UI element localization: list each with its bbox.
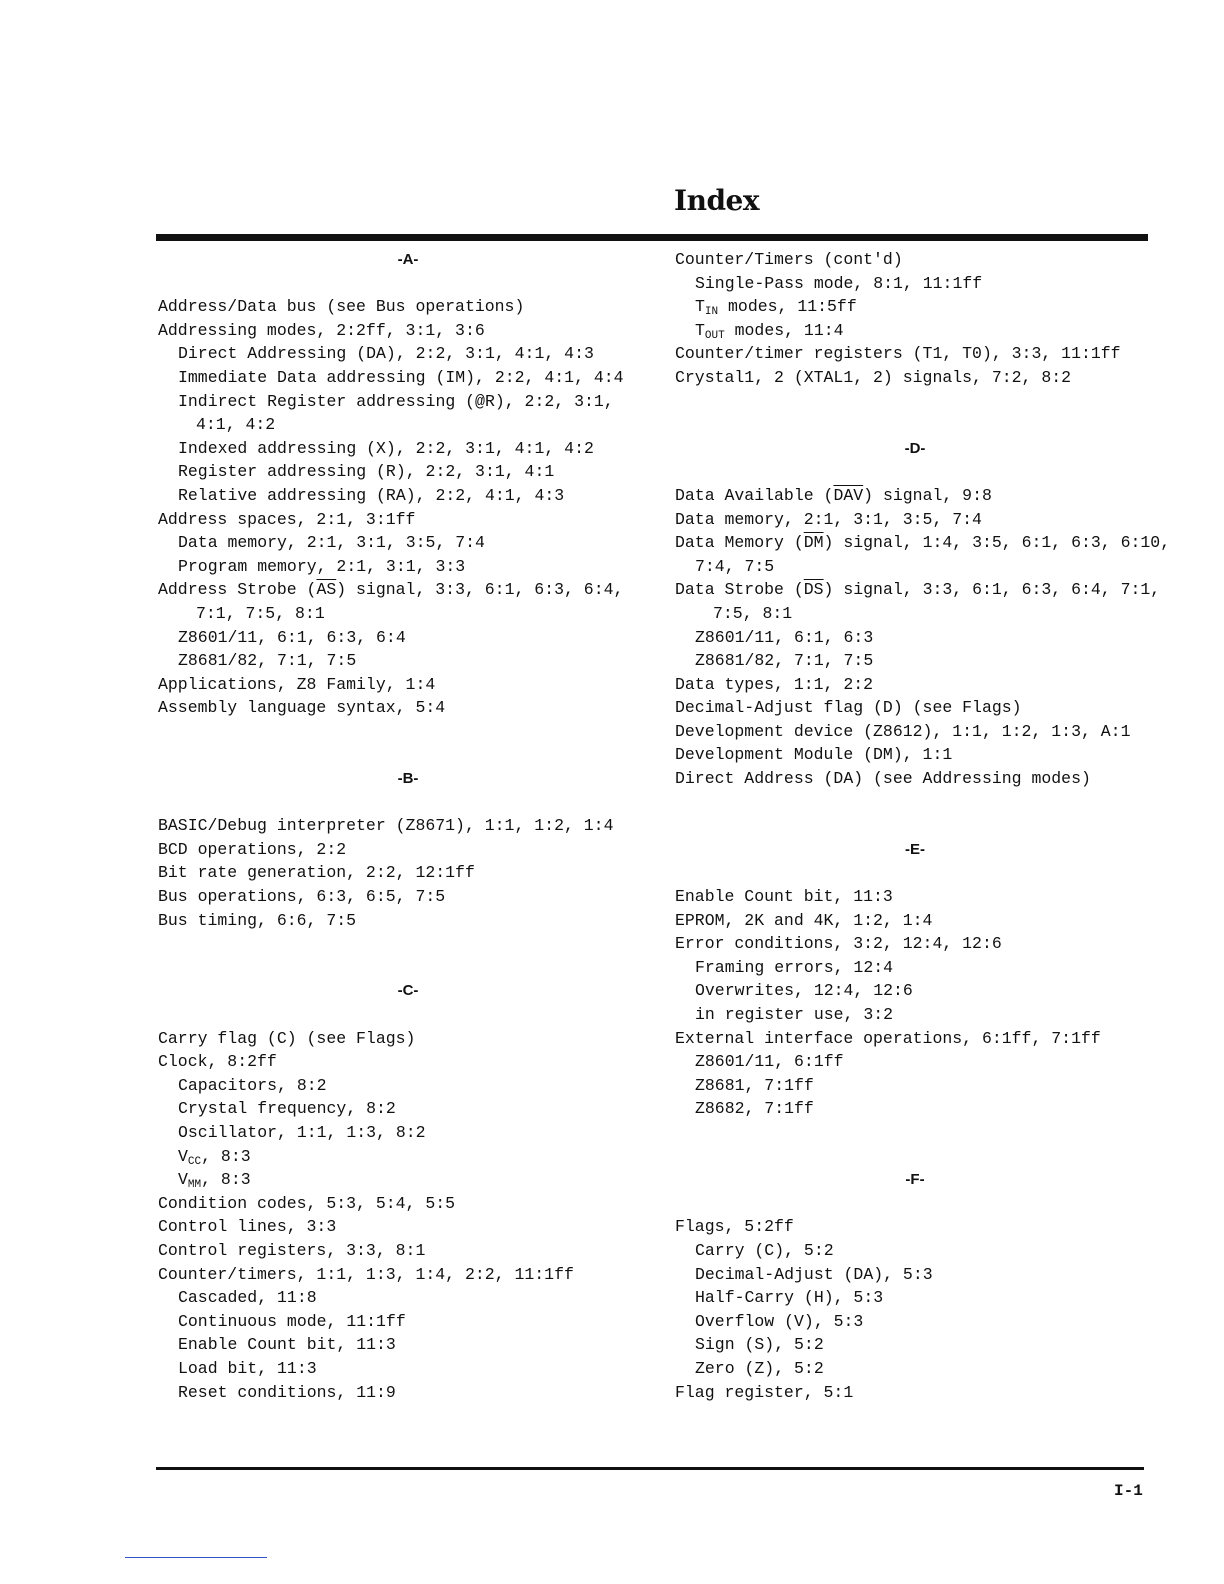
scan-artifact-line bbox=[125, 1557, 267, 1558]
index-subentry bbox=[158, 1168, 658, 1192]
index-subentry bbox=[675, 295, 1155, 319]
entry-text: Address Strobe ( bbox=[158, 580, 317, 600]
entry-text: ) signal, 9:8 bbox=[863, 485, 992, 505]
index-subentry: Crystal frequency, 8:2 bbox=[178, 1099, 396, 1119]
index-subentry: Capacitors, 8:2 bbox=[178, 1075, 327, 1095]
index-subentry: Sign (S), 5:2 bbox=[695, 1335, 824, 1355]
index-subentry: Single-Pass mode, 8:1, 11:1ff bbox=[695, 273, 983, 293]
index-entry: Assembly language syntax, 5:4 bbox=[158, 698, 446, 718]
index-subentry: Framing errors, 12:4 bbox=[695, 957, 894, 977]
index-entry: Enable Count bit, 11:3 bbox=[675, 887, 893, 907]
index-entry: Addressing modes, 2:2ff, 3:1, 3:6 bbox=[158, 320, 485, 340]
index-entry: Crystal1, 2 (XTAL1, 2) signals, 7:2, 8:2 bbox=[675, 367, 1072, 387]
index-subentry: Z8601/11, 6:1ff bbox=[695, 1052, 844, 1072]
entry-text: T bbox=[695, 320, 705, 340]
index-entry: Error conditions, 3:2, 12:4, 12:6 bbox=[675, 934, 1002, 954]
index-entry: BCD operations, 2:2 bbox=[158, 839, 347, 859]
section-header-c: -C- bbox=[397, 982, 419, 1000]
index-column-right bbox=[675, 248, 1171, 1404]
index-entry: External interface operations, 6:1ff, 7:1ff bbox=[675, 1028, 1101, 1048]
signal-name-overbar: $\overline{AS}$ bbox=[316, 580, 337, 600]
section-header-d: -D- bbox=[904, 439, 926, 457]
index-entry: Control lines, 3:3 bbox=[158, 1217, 337, 1237]
index-subentry: Oscillator, 1:1, 1:3, 8:2 bbox=[178, 1122, 426, 1142]
index-continuation: 7:1, 7:5, 8:1 bbox=[196, 603, 325, 623]
index-entry: Carry flag (C) (see Flags) bbox=[158, 1028, 416, 1048]
index-entry: Address/Data bus (see Bus operations) bbox=[158, 297, 525, 317]
subscript: OUT bbox=[704, 329, 725, 342]
index-entry: BASIC/Debug interpreter (Z8671), 1:1, 1:2, 1:4 bbox=[158, 816, 614, 836]
subscript: CC bbox=[187, 1155, 202, 1168]
index-entry: Control registers, 3:3, 8:1 bbox=[158, 1240, 426, 1260]
index-subentry bbox=[675, 319, 1155, 343]
entry-text: , 8:3 bbox=[201, 1170, 251, 1190]
index-subentry: Z8681/82, 7:1, 7:5 bbox=[178, 651, 357, 671]
index-subentry: Overwrites, 12:4, 12:6 bbox=[695, 981, 913, 1001]
index-subentry: Relative addressing (RA), 2:2, 4:1, 4:3 bbox=[178, 485, 565, 505]
index-entry bbox=[675, 531, 1171, 555]
section-header-a: -A- bbox=[397, 251, 419, 268]
index-entry: EPROM, 2K and 4K, 1:2, 1:4 bbox=[675, 910, 933, 930]
index-subentry bbox=[158, 1145, 658, 1169]
entry-text: V bbox=[178, 1146, 188, 1166]
index-subentry: Indirect Register addressing (@R), 2:2, 3:1, bbox=[178, 391, 614, 411]
index-entry: Counter/timers, 1:1, 1:3, 1:4, 2:2, 11:1ff bbox=[158, 1264, 574, 1284]
section-header-f: -F- bbox=[905, 1171, 925, 1189]
entry-text: V bbox=[178, 1170, 188, 1190]
entry-text: T bbox=[695, 297, 705, 317]
index-subentry: Direct Addressing (DA), 2:2, 3:1, 4:1, 4:3 bbox=[178, 344, 594, 364]
index-subentry: Indexed addressing (X), 2:2, 3:1, 4:1, 4:2 bbox=[178, 438, 594, 458]
subscript: IN bbox=[704, 306, 719, 319]
entry-text: ) signal, 3:3, 6:1, 6:3, 6:4, 7:1, bbox=[823, 580, 1161, 600]
section-header-b: -B- bbox=[397, 770, 419, 788]
index-continuation: 7:4, 7:5 bbox=[695, 556, 775, 576]
index-subentry: Decimal-Adjust (DA), 5:3 bbox=[695, 1264, 933, 1284]
section-header-e: -E- bbox=[905, 840, 925, 858]
page-title: Index bbox=[674, 184, 760, 217]
entry-text: Data Memory ( bbox=[675, 533, 804, 553]
entry-text: modes, 11:5ff bbox=[718, 297, 857, 317]
index-subentry: Zero (Z), 5:2 bbox=[695, 1358, 824, 1378]
index-subentry: Data memory, 2:1, 3:1, 3:5, 7:4 bbox=[178, 533, 485, 553]
index-subentry: Immediate Data addressing (IM), 2:2, 4:1, 4:4 bbox=[178, 367, 624, 387]
index-entry bbox=[675, 484, 1155, 508]
index-entry: Direct Address (DA) (see Addressing modes) bbox=[675, 769, 1091, 789]
index-subentry: Overflow (V), 5:3 bbox=[695, 1311, 864, 1331]
index-entry: Bus timing, 6:6, 7:5 bbox=[158, 910, 357, 930]
index-entry: Data types, 1:1, 2:2 bbox=[675, 674, 874, 694]
entry-text: modes, 11:4 bbox=[724, 320, 844, 340]
index-entry: Flags, 5:2ff bbox=[675, 1217, 794, 1237]
index-entry: Applications, Z8 Family, 1:4 bbox=[158, 674, 436, 694]
index-entry bbox=[675, 578, 1161, 602]
index-entry: Development Module (DM), 1:1 bbox=[675, 745, 953, 765]
index-entry: Decimal-Adjust flag (D) (see Flags) bbox=[675, 698, 1022, 718]
index-entry: Clock, 8:2ff bbox=[158, 1052, 277, 1072]
entry-text: ) signal, 3:3, 6:1, 6:3, 6:4, bbox=[336, 580, 624, 600]
index-subentry: Carry (C), 5:2 bbox=[695, 1240, 834, 1260]
index-subentry: Program memory, 2:1, 3:1, 3:3 bbox=[178, 556, 466, 576]
index-subentry: Load bit, 11:3 bbox=[178, 1358, 317, 1378]
index-subentry: Z8681, 7:1ff bbox=[695, 1075, 814, 1095]
index-subentry: Z8681/82, 7:1, 7:5 bbox=[695, 651, 874, 671]
index-subentry: Z8682, 7:1ff bbox=[695, 1099, 814, 1119]
entry-text: Data Available ( bbox=[675, 485, 834, 505]
index-subentry: Z8601/11, 6:1, 6:3 bbox=[695, 627, 874, 647]
index-subentry: Reset conditions, 11:9 bbox=[178, 1382, 396, 1402]
signal-name-overbar: $\overline{DM}$ bbox=[803, 533, 824, 553]
index-entry: Bus operations, 6:3, 6:5, 7:5 bbox=[158, 887, 446, 907]
index-entry bbox=[158, 578, 658, 602]
bottom-rule bbox=[156, 1467, 1144, 1470]
index-subentry: Half-Carry (H), 5:3 bbox=[695, 1288, 884, 1308]
signal-name-overbar: $\overline{DAV}$ bbox=[833, 485, 864, 505]
index-subentry: Enable Count bit, 11:3 bbox=[178, 1335, 396, 1355]
subscript: MM bbox=[187, 1179, 202, 1192]
index-entry: Counter/Timers (cont'd) bbox=[675, 250, 903, 269]
entry-text: , 8:3 bbox=[201, 1146, 251, 1166]
page-number: I-1 bbox=[1114, 1482, 1143, 1500]
index-subentry: Continuous mode, 11:1ff bbox=[178, 1311, 406, 1331]
entry-text: ) signal, 1:4, 3:5, 6:1, 6:3, 6:10, bbox=[823, 533, 1171, 553]
index-subentry: Z8601/11, 6:1, 6:3, 6:4 bbox=[178, 627, 406, 647]
signal-name-overbar: $\overline{DS}$ bbox=[803, 580, 824, 600]
index-entry: Flag register, 5:1 bbox=[675, 1382, 854, 1402]
index-entry: Bit rate generation, 2:2, 12:1ff bbox=[158, 863, 475, 883]
index-continuation: 4:1, 4:2 bbox=[196, 415, 276, 435]
index-subentry: Cascaded, 11:8 bbox=[178, 1288, 317, 1308]
entry-text: Data Strobe ( bbox=[675, 580, 804, 600]
index-entry: Development device (Z8612), 1:1, 1:2, 1:3, A:1 bbox=[675, 721, 1131, 741]
index-column-left bbox=[158, 248, 658, 1404]
index-continuation: 7:5, 8:1 bbox=[713, 603, 793, 623]
index-entry: Counter/timer registers (T1, T0), 3:3, 11:1ff bbox=[675, 344, 1121, 364]
index-entry: Data memory, 2:1, 3:1, 3:5, 7:4 bbox=[675, 509, 982, 529]
top-rule bbox=[156, 234, 1148, 241]
index-entry: Condition codes, 5:3, 5:4, 5:5 bbox=[158, 1193, 456, 1213]
index-entry: Address spaces, 2:1, 3:1ff bbox=[158, 509, 416, 529]
index-subentry: Register addressing (R), 2:2, 3:1, 4:1 bbox=[178, 462, 555, 482]
index-subentry: in register use, 3:2 bbox=[695, 1005, 894, 1024]
